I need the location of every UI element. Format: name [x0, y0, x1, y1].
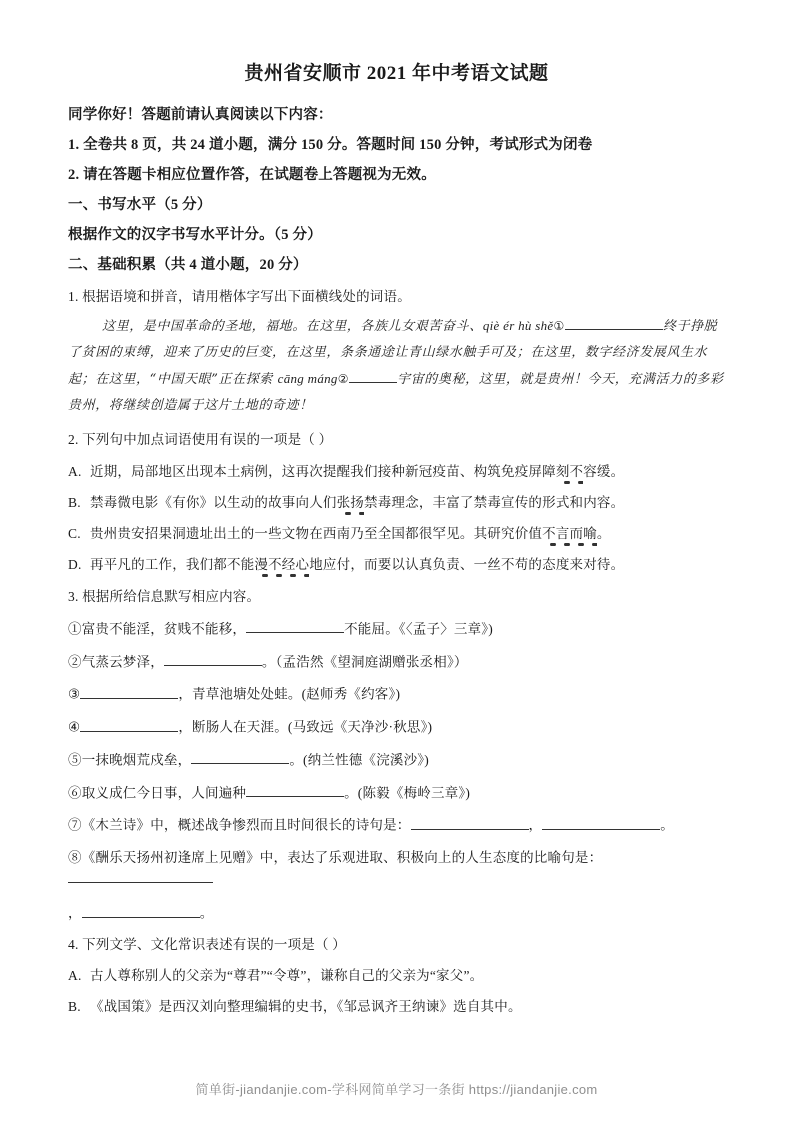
option-text-pre: 近期，局部地区出现本土病例，这再次提醒我们接种新冠疫苗、构筑免疫屏障	[90, 463, 556, 479]
item-mid: ，	[528, 817, 543, 833]
item-marker: ⑥	[68, 785, 82, 801]
item-marker: ①	[68, 621, 82, 637]
passage-pinyin-1: qiè ér hù shě	[482, 318, 554, 334]
option-label: C.	[68, 526, 81, 542]
question-1-passage	[68, 313, 725, 419]
passage-pinyin-2: cāng máng	[277, 371, 338, 387]
question-2-option-c[interactable]	[68, 524, 725, 544]
option-text-post: 。	[596, 526, 611, 542]
item-marker: ⑧	[68, 850, 82, 866]
question-3-item-1	[68, 619, 725, 640]
question-2-option-b[interactable]	[68, 493, 725, 513]
instructions-line-2: 2. 请在答题卡相应位置作答，在试题卷上答题视为无效。	[68, 167, 436, 184]
option-emphasis: 漫不经心	[254, 557, 310, 573]
item-post: 。(陈毅《梅岭三章》)	[344, 785, 471, 801]
question-3-item-8-continuation	[68, 903, 725, 924]
question-3-stem: 3. 根据所给信息默写相应内容。	[68, 588, 261, 604]
option-emphasis: 不言而喻	[542, 526, 597, 542]
option-label: B.	[68, 999, 81, 1015]
answer-blank[interactable]	[191, 750, 289, 765]
item-post: ，断肠人在天涯。(马致远《天净沙·秋思》)	[178, 719, 433, 735]
passage-blank-2[interactable]	[349, 369, 397, 383]
question-1-stem: 1. 根据语境和拼音，请用楷体字写出下面横线处的词语。	[68, 289, 411, 305]
answer-blank[interactable]	[80, 717, 178, 732]
question-3-item-8	[68, 848, 725, 889]
item-post: 。(纳兰性德《浣溪沙》)	[289, 752, 429, 768]
question-4-option-a[interactable]	[68, 966, 725, 986]
question-4-option-b[interactable]	[68, 997, 725, 1017]
option-text	[90, 493, 725, 513]
option-text-post: 地应付，而要以认真负责、一丝不苟的态度来对待。	[309, 557, 625, 573]
item-marker: ③	[68, 686, 81, 702]
question-3-item-2	[68, 652, 725, 673]
item-post: 。	[660, 817, 674, 833]
option-text-post: 禁毒理念，丰富了禁毒宣传的形式和内容。	[364, 494, 625, 510]
item-pre: 《木兰诗》中，概述战争惨烈而且时间很长的诗句是：	[81, 817, 411, 833]
item-pre: 取义成仁今日事，人间遍种	[81, 785, 247, 801]
option-text-pre: 再平凡的工作，我们都不能	[90, 557, 255, 573]
item-pre: 富贵不能淫，贫贱不能移，	[81, 621, 247, 637]
answer-blank-a[interactable]	[411, 815, 529, 830]
answer-blank-b[interactable]	[82, 903, 200, 918]
item-marker: ④	[68, 719, 81, 735]
option-text	[90, 524, 725, 544]
option-label: A.	[68, 968, 82, 984]
passage-part-1: 这里，是中国革命的圣地，福地。在这里，各族儿女艰苦奋斗、	[102, 319, 483, 335]
option-emphasis: 刻不	[555, 463, 584, 479]
answer-blank-b[interactable]	[542, 815, 660, 830]
option-text-post: 容缓。	[583, 463, 625, 479]
item-cont-post: 。	[199, 905, 214, 921]
item-post: 不能屈。《〈孟子〉三章》)	[344, 621, 493, 637]
instructions-greeting: 同学你好！答题前请认真阅读以下内容：	[68, 107, 333, 123]
answer-blank[interactable]	[246, 783, 344, 798]
option-label: A.	[68, 463, 82, 479]
passage-blank-1[interactable]	[565, 316, 663, 330]
option-label: B.	[68, 494, 81, 510]
answer-blank[interactable]	[80, 684, 178, 699]
question-3-item-3	[68, 684, 725, 705]
item-marker: ⑤	[68, 752, 82, 768]
question-2-option-d[interactable]	[68, 555, 725, 575]
question-2-option-a[interactable]	[68, 462, 725, 482]
option-text: 古人尊称别人的父亲为“尊君”“令尊”，谦称自己的父亲为“家父”。	[90, 968, 484, 984]
question-3-item-5	[68, 750, 725, 771]
page-title: 贵州省安顺市 2021 年中考语文试题	[244, 63, 549, 84]
item-marker: ⑦	[68, 817, 82, 833]
passage-marker-2: ②	[337, 372, 350, 387]
option-text	[90, 462, 725, 482]
option-label: D.	[68, 557, 82, 573]
item-post: ，青草池塘处处蛙。(赵师秀《约客》)	[178, 686, 401, 702]
question-2-stem: 2. 下列句中加点词语使用有误的一项是（ ）	[68, 432, 333, 448]
answer-blank[interactable]	[164, 652, 262, 667]
item-pre: 气蒸云梦泽，	[81, 654, 164, 670]
item-pre: 一抹晚烟荒戍垒，	[81, 752, 192, 768]
passage-marker-1: ①	[553, 319, 565, 334]
item-post: 。（孟浩然《望洞庭湖赠张丞相》）	[261, 654, 468, 670]
section-1-body: 根据作文的汉字书写水平计分。（5 分）	[68, 227, 322, 244]
passage-part-3: 宇宙的奥秘，这里，就是贵州！今天，充满活力的多彩贵州，将继续创造属于这片土地的奇迹！	[68, 372, 724, 414]
question-4-stem: 4. 下列文学、文化常识表述有误的一项是（ ）	[68, 936, 346, 952]
option-text-pre: 贵州贵安招果洞遗址出土的一些文物在西南乃至全国都很罕见。其研究价值	[90, 526, 543, 542]
option-text	[90, 555, 725, 575]
passage-part-2: 终于挣脱了贫困的束缚，迎来了历史的巨变，在这里，条条通途让青山绿水触手可及；在这里，数字经济发展风生水起；在这里，“中国天眼”正在探索	[68, 319, 718, 388]
item-marker: ②	[68, 654, 82, 670]
footer-watermark: 简单街-jiandanjie.com-学科网简单学习一条街 https://jiandanjie.com	[195, 1082, 598, 1097]
item-cont-pre: ，	[68, 905, 82, 921]
option-text: 《战国策》是西汉刘向整理编辑的史书，《邹忌讽齐王纳谏》选自其中。	[90, 999, 522, 1015]
item-pre: 《酬乐天扬州初逢席上见赠》中，表达了乐观进取、积极向上的人生态度的比喻句是：	[81, 850, 603, 866]
instructions-line-1: 1. 全卷共 8 页，共 24 道小题，满分 150 分。答题时间 150 分钟，考试形式为闭卷	[68, 137, 593, 154]
question-3-item-6	[68, 783, 725, 804]
question-3-item-7	[68, 815, 725, 836]
answer-blank[interactable]	[246, 619, 344, 634]
option-emphasis: 张扬	[336, 494, 365, 510]
section-2-heading: 二、基础积累（共 4 道小题，20 分）	[68, 257, 308, 274]
question-3-item-4	[68, 717, 725, 738]
option-text-pre: 禁毒微电影《有你》以生动的故事向人们	[90, 494, 337, 510]
section-1-heading: 一、书写水平（5 分）	[68, 197, 212, 214]
answer-blank-a[interactable]	[68, 868, 213, 883]
